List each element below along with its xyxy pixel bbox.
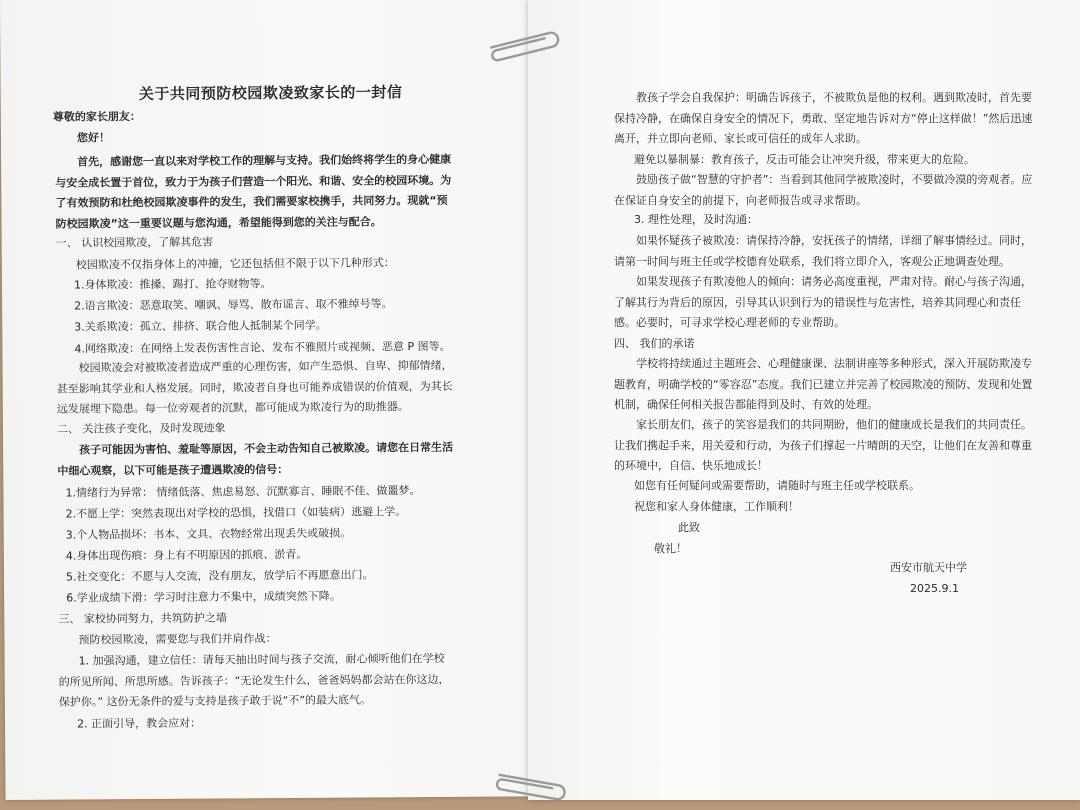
section-3-paragraph-2: 2. 正面引导，教会应对： — [77, 716, 202, 731]
guardian-paragraph: 鼓励孩子做“智慧的守护者”：当看到其他同学被欺凌时，不要做冷漠的旁观者。应在保证自身安全的前提下，向老师报告或寻求帮助。 — [614, 173, 1033, 207]
closing-2: 敬礼！ — [654, 542, 687, 555]
list-item: 1.情绪行为异常： 情绪低落、焦虑易怒、沉默寡言、睡眠不佳、做噩梦。 — [65, 484, 421, 500]
suspect-victim-paragraph: 如果怀疑孩子被欺凌：请保持冷静，安抚孩子的情绪，详细了解事情经过。同时，请第一时间与班主任或学校德育处联系，我们将立即介入，客观公正地调查处理。 — [614, 234, 1032, 268]
letter-page-left — [0, 0, 546, 800]
hello: 您好！ — [76, 131, 111, 145]
section-3-lead: 预防校园欺凌，需要您与我们并肩作战： — [78, 632, 277, 647]
section-2-heading: 二、 关注孩子变化，及时发现迹象 — [56, 421, 226, 436]
section-3-point-3-heading: 3. 理性处理，及时沟通： — [634, 213, 758, 226]
letter-page-right — [528, 0, 1080, 800]
harm-paragraph: 校园欺凌会对被欺凌者造成严重的心理伤害，如产生恐惧、自卑、抑郁情绪，甚至影响其学业和人格发展。同时，欺凌者自身也可能养成错误的价值观，为其长远发展埋下隐患。每一位旁观者的沉默，都可能成为欺凌行为的助推器。 — [56, 358, 453, 416]
list-item: 4.网络欺凌：在网络上发表伤害性言论、发布不雅照片或视频、恶意 P 图等。 — [74, 339, 451, 356]
self-protection-paragraph: 教孩子学会自我保护：明确告诉孩子，不被欺负是他的权利。遇到欺凌时，首先要保持冷静，在确保自身安全的情况下，勇敢、坚定地告诉对方“停止这样做！”然后迅速离开，并立即向老师、家长或可信任的成年人求助。 — [614, 91, 1033, 145]
list-item: 2.不愿上学：突然表现出对学校的恐惧，找借口（如装病）逃避上学。 — [65, 505, 407, 521]
letter-title: 关于共同预防校园欺凌致家长的一封信 — [138, 83, 403, 104]
commitment-paragraph: 学校将持续通过主题班会、心理健康课、法制讲座等多种形式，深入开展防欺凌专题教育，明确学校的“零容忍”态度。我们已建立并完善了校园欺凌的预防、发现和处置机制，确保任何相关报告都能得到及时、有效的处理。 — [614, 357, 1033, 411]
section-2-lead: 孩子可能因为害怕、羞耻等原因，不会主动告知自己被欺凌。请您在日常生活中细心观察，以下可能是孩子遭遇欺凌的信号： — [57, 440, 454, 478]
list-item: 6.学业成绩下滑：学习时注意力不集中，成绩突然下降。 — [66, 589, 341, 605]
closing-1: 此致 — [678, 521, 700, 534]
section-3-heading: 三、 家校协同努力，共筑防护之墙 — [58, 611, 227, 626]
section-4-heading: 四、 我们的承诺 — [614, 337, 695, 350]
section-1-lead: 校园欺凌不仅指身体上的冲撞，它还包括但不限于以下几种形式： — [75, 256, 395, 272]
section-3-paragraph-1: 1. 加强沟通，建立信任：请每天抽出时间与孩子交流，耐心倾听他们在学校的所见所闻、所思所感。告诉孩子：“无论发生什么，爸爸妈妈都会站在你这边，保护你。” 这份无条件的爱与支持是孩子敢于说“不”的最大底气。 — [58, 651, 450, 709]
list-item: 2.语言欺凌：恶意取笑、嘲讽、辱骂、散布谣言、取不雅绰号等。 — [74, 297, 393, 313]
list-item: 3.个人物品损坏：书本、文具、衣物经常出现丢失或破损。 — [65, 526, 352, 542]
list-item: 1.身体欺凌：推搡、踢打、抢夺财物等。 — [73, 277, 272, 292]
bully-tendency-paragraph: 如果发现孩子有欺凌他人的倾向：请务必高度重视，严肃对待。耐心与孩子沟通，了解其行为背后的原因，引导其认识到行为的错误性与危害性，培养其同理心和责任感。必要时，可寻求学校心理老师的专业帮助。 — [614, 275, 1032, 329]
list-item: 5.社交变化：不愿与人交流，没有朋友，放学后不再愿意出门。 — [65, 568, 374, 584]
avoid-violence-paragraph: 避免以暴制暴：教育孩子，反击可能会让冲突升级，带来更大的危险。 — [634, 153, 975, 166]
date: 2025.9.1 — [910, 582, 959, 595]
intro-paragraph: 首先，感谢您一直以来对学校工作的理解与支持。我们始终将学生的身心健康与安全成长置于首位，致力于为孩子们营造一个阳光、和谐、安全的校园环境。为了有效预防和杜绝校园欺凌事件的发生，我们需要家校携手，共同努力。现就“预防校园欺凌”这一重要议题与您沟通，希望能得到您的关注与配合。 — [55, 152, 452, 231]
call-to-action-paragraph: 家长朋友们，孩子的笑容是我们的共同期盼，他们的健康成长是我们的共同责任。让我们携起手来，用关爱和行动，为孩子们撑起一片晴朗的天空，让他们在友善和尊重的环境中，自信、快乐地成长！ — [614, 418, 1032, 472]
list-item: 3.关系欺凌：孤立、排挤、联合他人抵制某个同学。 — [74, 318, 327, 334]
contact-paragraph: 如您有任何疑问或需要帮助，请随时与班主任或学校联系。 — [634, 479, 920, 492]
list-item: 4.身体出现伤痕：身上有不明原因的抓痕、淤青。 — [65, 547, 308, 563]
section-1-heading: 一、 认识校园欺凌，了解其危害 — [55, 235, 214, 250]
signature: 西安市航天中学 — [890, 561, 967, 574]
greeting: 尊敬的家长朋友： — [52, 110, 141, 124]
wishes-paragraph: 祝您和家人身体健康，工作顺利！ — [634, 500, 799, 513]
